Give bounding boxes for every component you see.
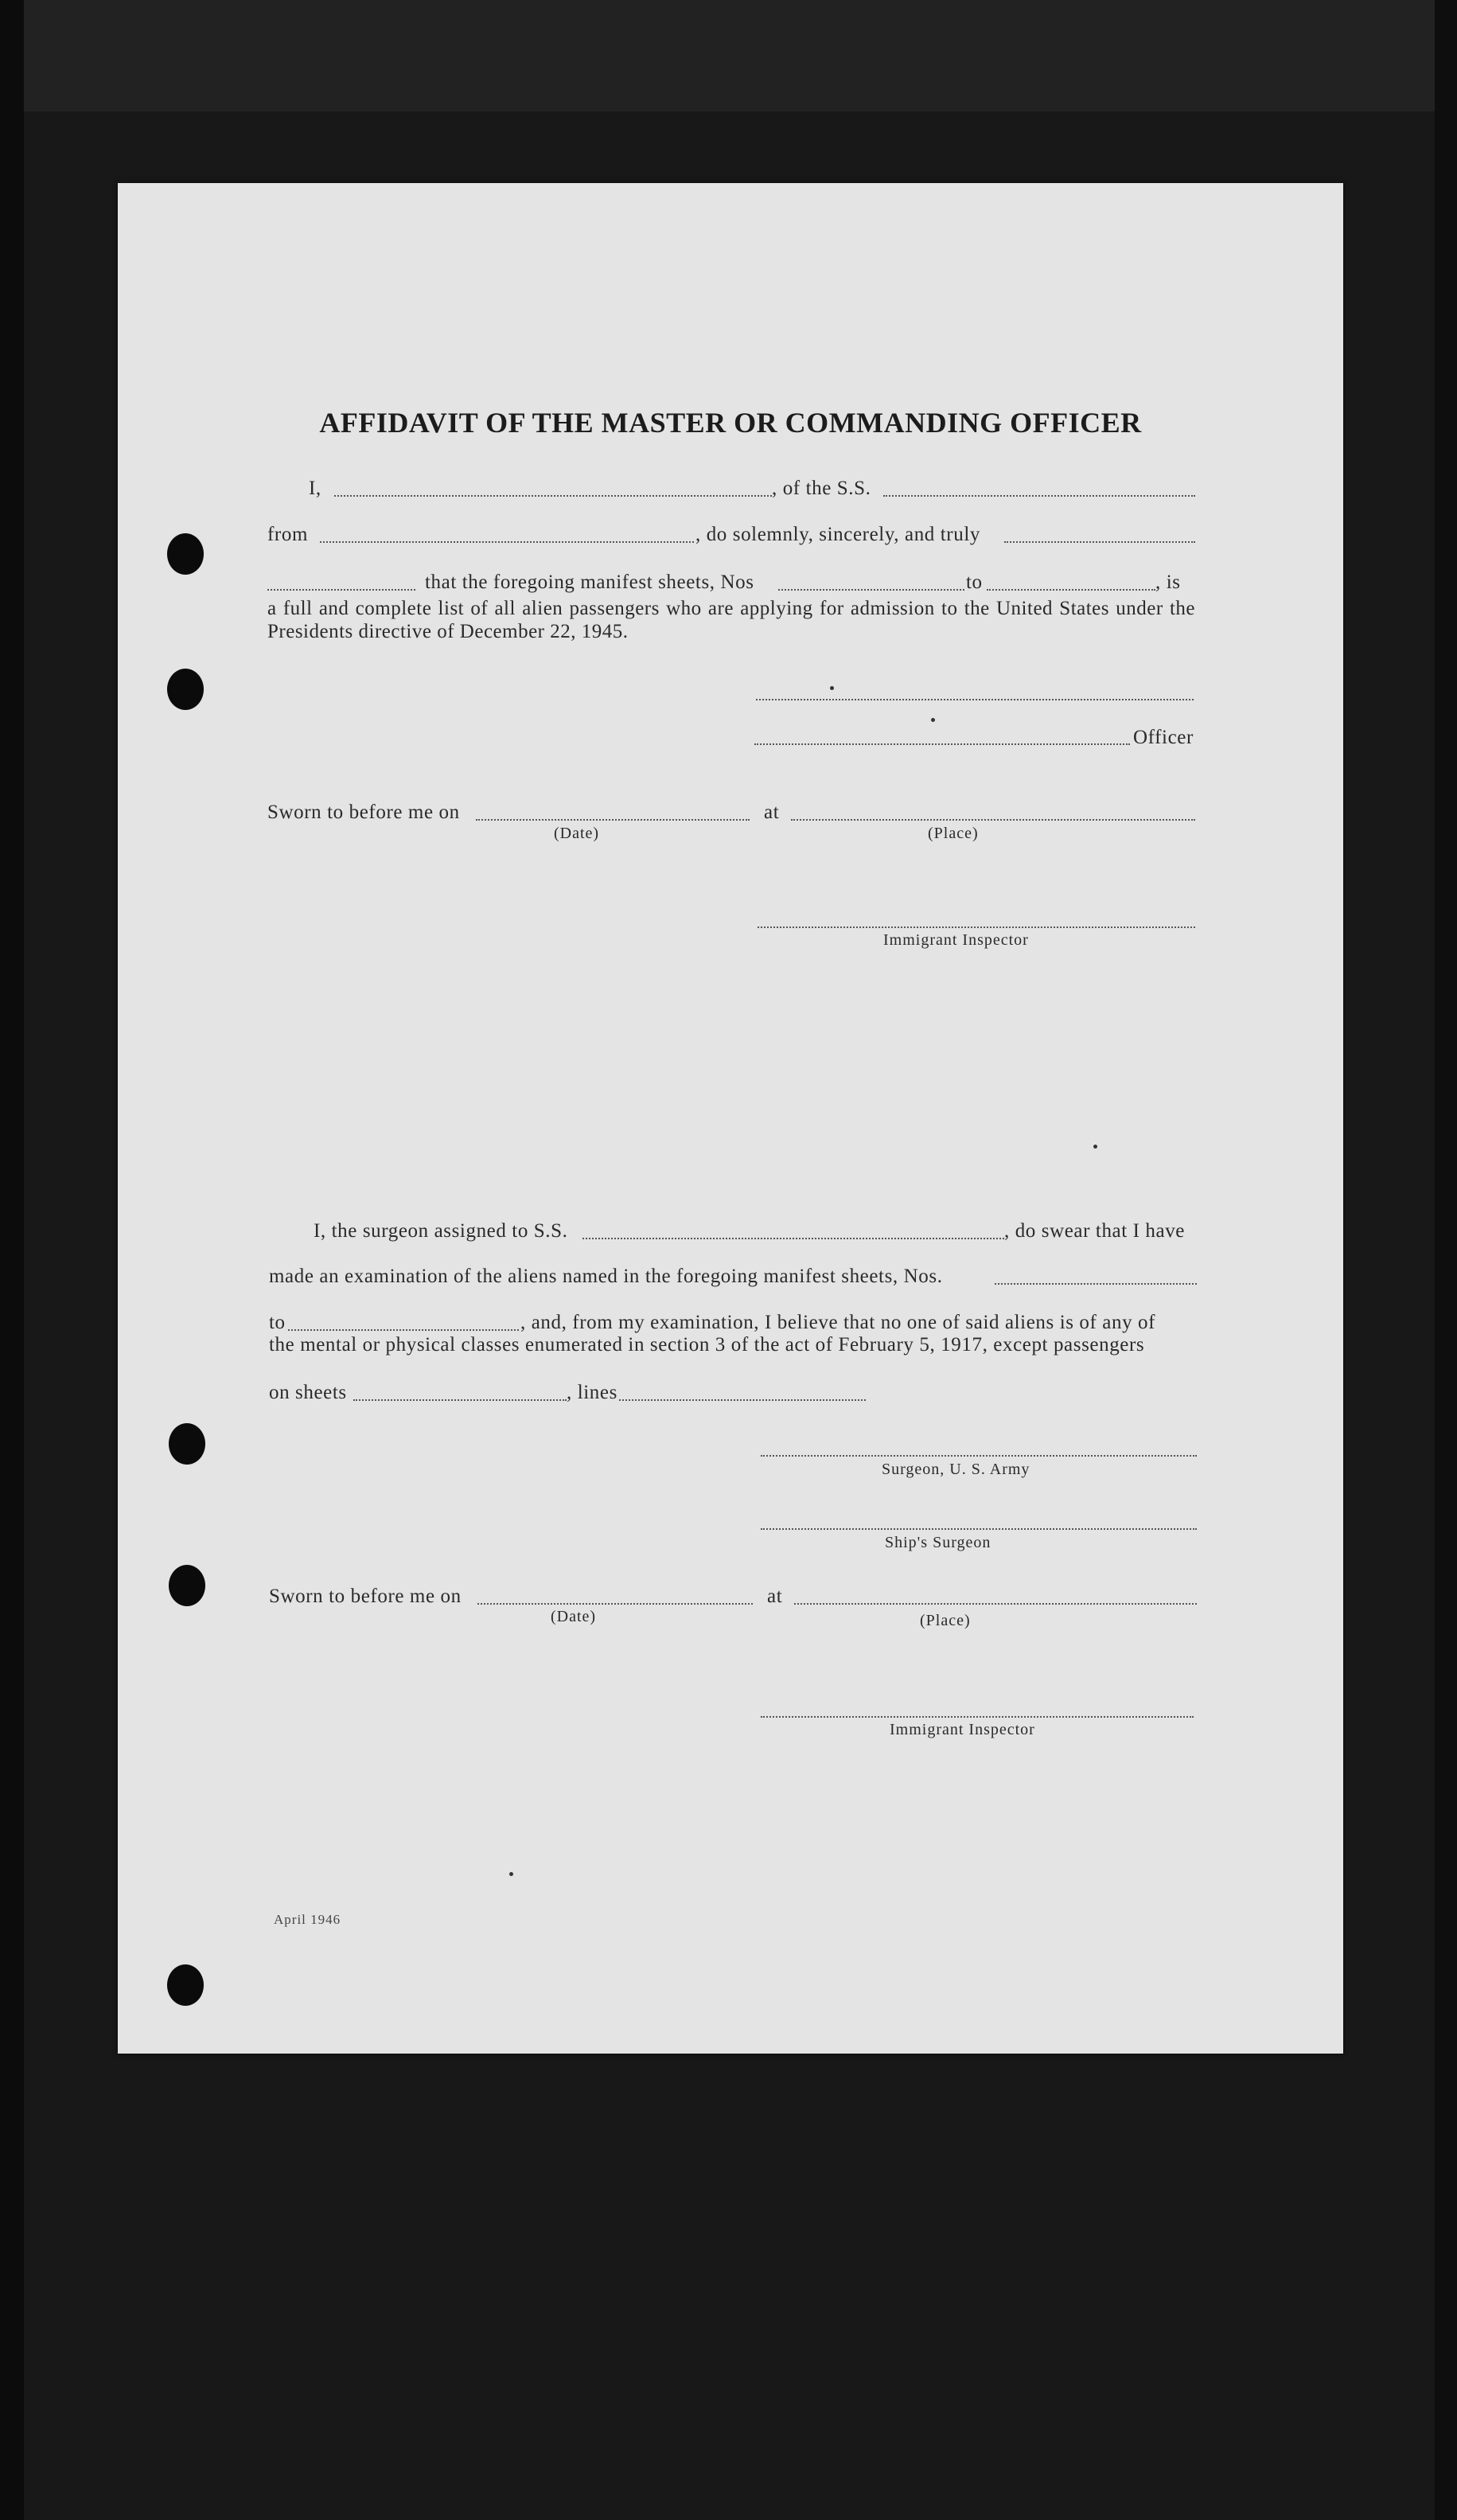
inspector-label: Immigrant Inspector bbox=[883, 931, 1029, 949]
except-lines-blank[interactable] bbox=[619, 1399, 866, 1401]
ship-surgeon-label: Ship's Surgeon bbox=[885, 1534, 991, 1551]
punch-hole-5 bbox=[167, 1964, 204, 2006]
officer-signature-line-1[interactable] bbox=[756, 699, 1194, 700]
surgeon-inspector-signature-line[interactable] bbox=[761, 1716, 1194, 1718]
speck bbox=[1093, 1145, 1097, 1149]
place-caption: (Place) bbox=[928, 825, 979, 842]
surgeon-line5-mid: , lines bbox=[567, 1382, 617, 1403]
punch-hole-1 bbox=[167, 533, 204, 575]
surgeon-line1-start: I, the surgeon assigned to S.S. bbox=[314, 1220, 568, 1242]
form-date: April 1946 bbox=[274, 1912, 341, 1927]
surgeon-sworn-label: Sworn to before me on bbox=[269, 1586, 462, 1607]
punch-hole-3 bbox=[169, 1423, 205, 1465]
surgeon-date-caption: (Date) bbox=[551, 1608, 597, 1625]
affidavit-line3-to: to bbox=[966, 571, 983, 593]
film-edge-top bbox=[0, 0, 1457, 111]
affidavit-line2-start: from bbox=[267, 524, 308, 545]
surgeon-sworn-place-blank[interactable] bbox=[794, 1603, 1197, 1605]
page-title: AFFIDAVIT OF THE MASTER OR COMMANDING OFFICER bbox=[319, 407, 1142, 439]
surgeon-sheets-to-blank[interactable] bbox=[288, 1329, 519, 1331]
affidavit-line3-end: , is bbox=[1155, 571, 1181, 593]
speck bbox=[509, 1872, 513, 1876]
sworn-label: Sworn to before me on bbox=[267, 802, 460, 823]
film-edge-right bbox=[1435, 0, 1457, 2520]
affidavit-line3-mid: that the foregoing manifest sheets, Nos bbox=[425, 571, 754, 593]
army-surgeon-label: Surgeon, U. S. Army bbox=[882, 1461, 1030, 1478]
surgeon-sworn-date-blank[interactable] bbox=[477, 1603, 753, 1605]
surgeon-line1-end: , do swear that I have bbox=[1004, 1220, 1186, 1242]
surgeon-place-caption: (Place) bbox=[920, 1612, 971, 1629]
surgeon-line3-end: , and, from my examination, I believe that no one of said aliens is of any of bbox=[520, 1312, 1156, 1333]
affidavit-line1-mid: , of the S.S. bbox=[772, 478, 871, 499]
punch-hole-4 bbox=[169, 1565, 205, 1606]
ship-surgeon-signature-line[interactable] bbox=[761, 1528, 1197, 1530]
inspector-signature-line[interactable] bbox=[758, 926, 1195, 928]
affidavit-line2-mid: , do solemnly, sincerely, and truly bbox=[695, 524, 980, 545]
ship-name-blank[interactable] bbox=[883, 495, 1195, 497]
surgeon-line5-start: on sheets bbox=[269, 1382, 347, 1403]
surgeon-line4: the mental or physical classes enumerated in section 3 of the act of February 5, 1917, except passengers bbox=[269, 1334, 1145, 1356]
from-blank[interactable] bbox=[320, 541, 694, 543]
sheets-from-blank[interactable] bbox=[778, 589, 964, 591]
surgeon-sheets-from-blank[interactable] bbox=[995, 1283, 1197, 1285]
speck bbox=[830, 686, 834, 690]
surgeon-ship-blank[interactable] bbox=[582, 1238, 1004, 1239]
document-page bbox=[118, 183, 1343, 2054]
surgeon-at-label: at bbox=[767, 1586, 783, 1607]
surgeon-line2: made an examination of the aliens named in the foregoing manifest sheets, Nos. bbox=[269, 1266, 943, 1287]
army-surgeon-signature-line[interactable] bbox=[761, 1455, 1197, 1457]
affidavit-line1-start: I, bbox=[309, 478, 321, 499]
sheets-to-blank[interactable] bbox=[987, 589, 1155, 591]
affidavit-paragraph: a full and complete list of all alien passengers who are applying for admission to the United States under the Presidents directive of December 22, 1945. bbox=[267, 598, 1195, 642]
sworn-place-blank[interactable] bbox=[791, 819, 1195, 821]
speck bbox=[931, 718, 935, 722]
sworn-date-blank[interactable] bbox=[476, 819, 750, 821]
officer-label: Officer bbox=[1133, 727, 1194, 748]
oath-blank[interactable] bbox=[1004, 541, 1195, 543]
date-caption: (Date) bbox=[554, 825, 600, 842]
surgeon-inspector-label: Immigrant Inspector bbox=[890, 1721, 1035, 1738]
officer-signature-line-2[interactable] bbox=[754, 743, 1130, 745]
oath-word-blank[interactable] bbox=[267, 589, 415, 591]
at-label: at bbox=[764, 802, 780, 823]
except-sheets-blank[interactable] bbox=[353, 1399, 567, 1401]
film-edge-left bbox=[0, 0, 24, 2520]
surgeon-line3-start: to bbox=[269, 1312, 286, 1333]
punch-hole-2 bbox=[167, 669, 204, 710]
name-blank[interactable] bbox=[334, 495, 772, 497]
